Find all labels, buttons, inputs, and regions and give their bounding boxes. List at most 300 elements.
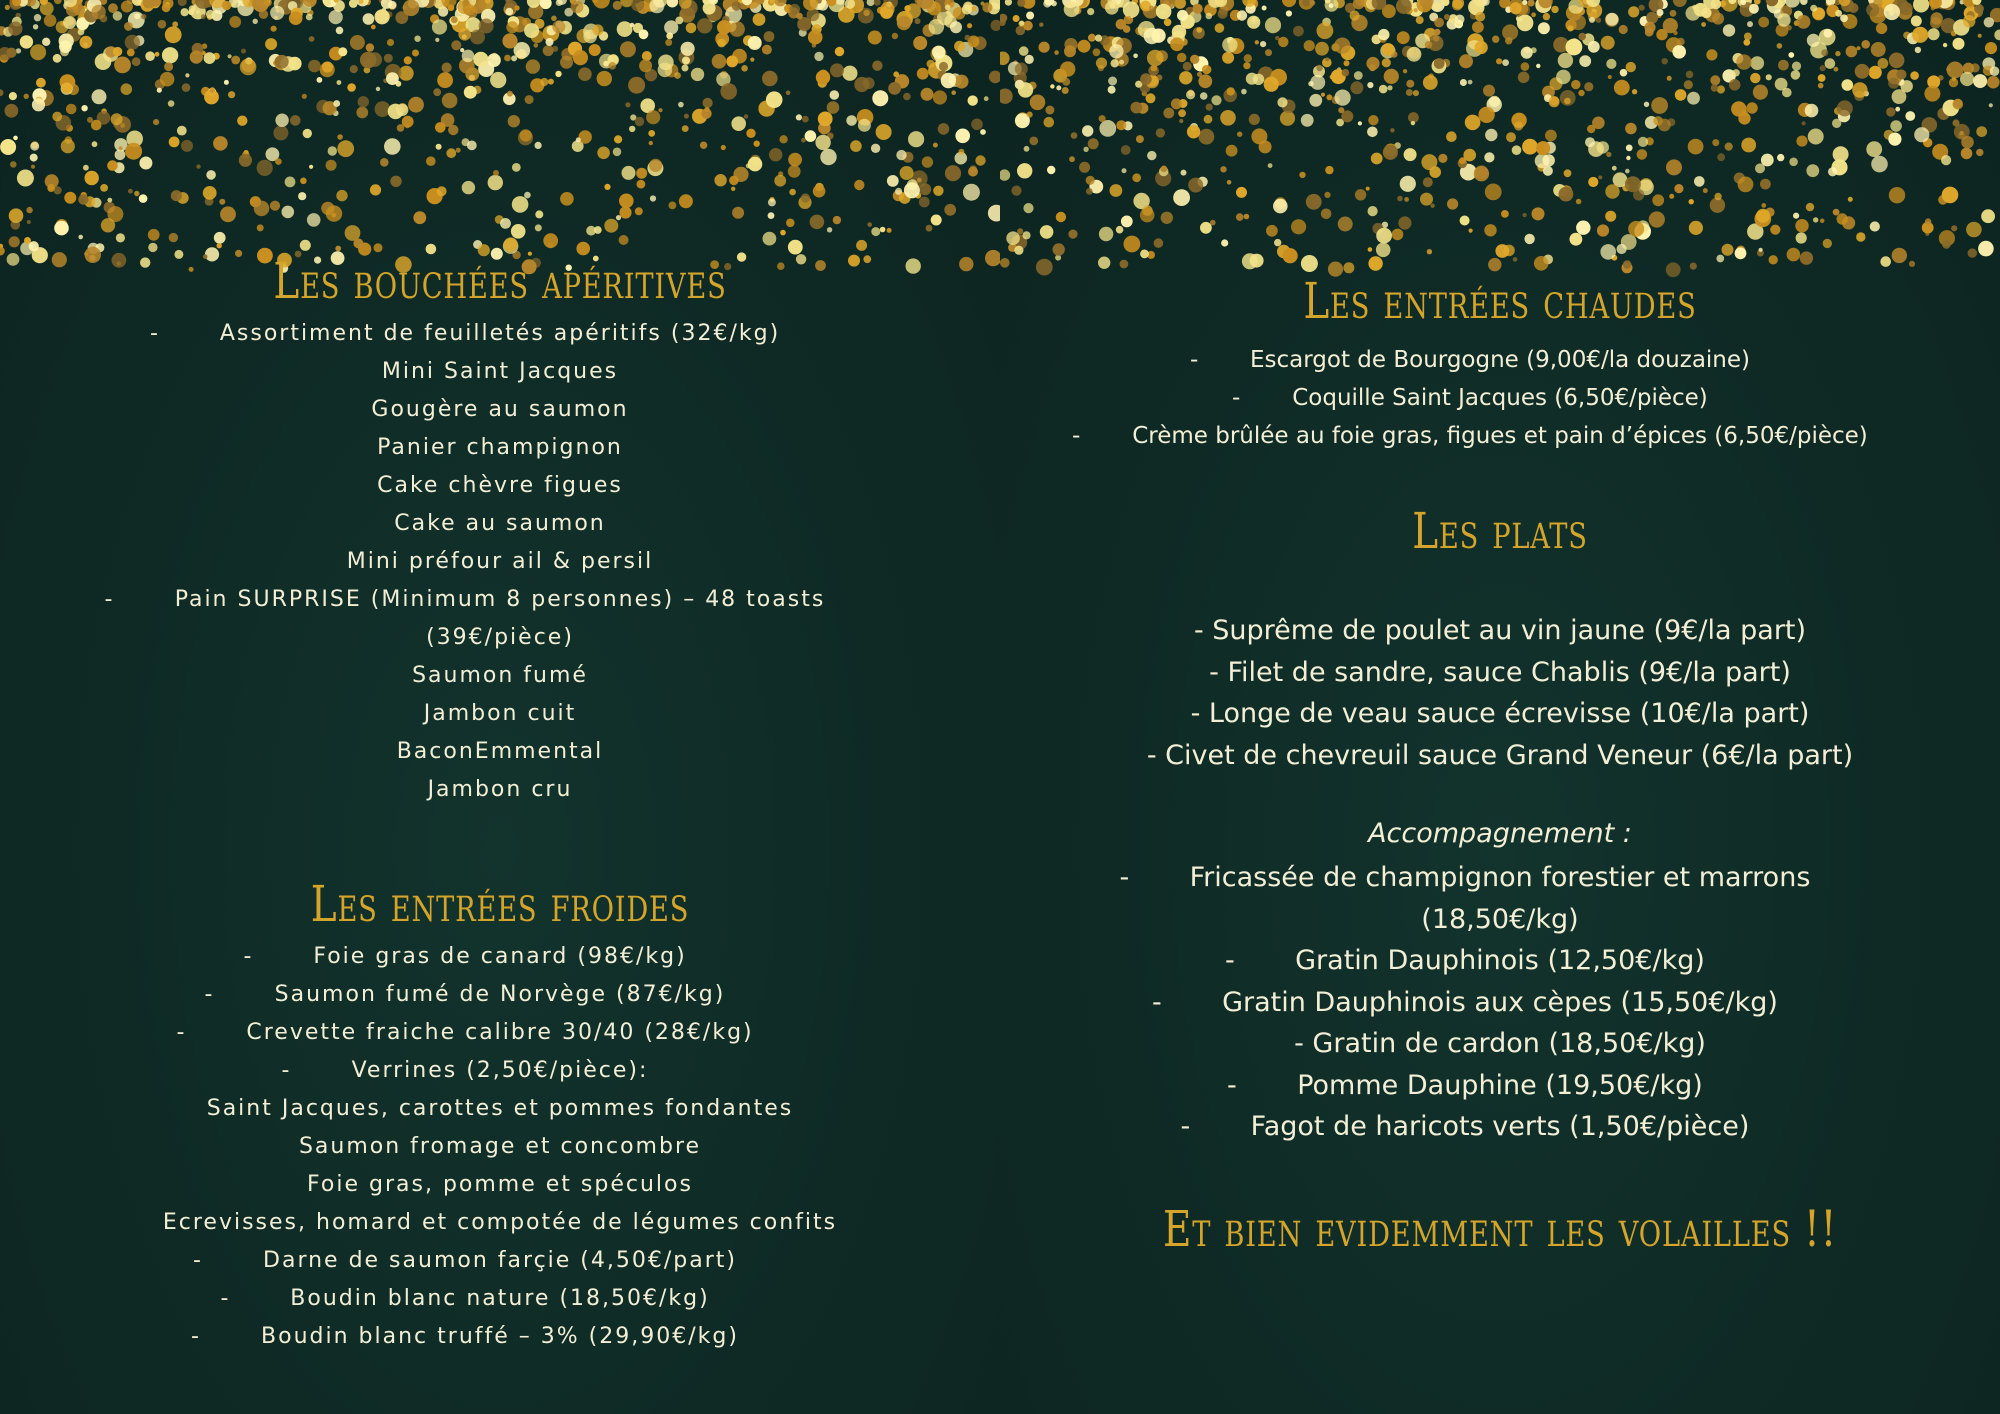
list-item <box>0 1318 1000 1356</box>
confetti-dot <box>435 122 446 133</box>
confetti-dot <box>1338 107 1344 113</box>
confetti-dot <box>1833 209 1840 216</box>
confetti-dot <box>1446 131 1457 142</box>
confetti-dot <box>31 165 35 169</box>
item-text: Verrines (2,50€/pièce): <box>351 1058 649 1083</box>
confetti-dot <box>1017 163 1032 178</box>
confetti-dot <box>704 107 709 112</box>
confetti-dot <box>959 257 973 271</box>
confetti-dot <box>1759 248 1763 252</box>
list-item <box>0 315 1000 353</box>
confetti-dot <box>349 0 358 8</box>
confetti-dot <box>1536 141 1550 155</box>
confetti-dot <box>1723 24 1735 36</box>
confetti-dot <box>1406 89 1413 96</box>
confetti-dot <box>285 177 296 188</box>
confetti-dot <box>1086 176 1095 185</box>
confetti-dot <box>47 184 55 192</box>
confetti-dot <box>1227 87 1235 95</box>
confetti-dot <box>766 91 783 108</box>
confetti-dot <box>1044 117 1055 128</box>
confetti-dot <box>1732 69 1739 76</box>
confetti-dot <box>1558 53 1573 68</box>
confetti-dot <box>686 23 697 34</box>
confetti-dot <box>540 78 548 86</box>
confetti-dot <box>0 247 5 256</box>
confetti-dot <box>833 216 841 224</box>
confetti-dot <box>8 22 22 36</box>
confetti-dot <box>1632 89 1637 94</box>
confetti-dot <box>1299 172 1305 178</box>
confetti-dot <box>1140 73 1152 85</box>
confetti-dot <box>1000 169 1010 180</box>
confetti-dot <box>506 21 518 33</box>
confetti-dot <box>332 213 337 218</box>
confetti-dot <box>1793 213 1799 219</box>
confetti-dot <box>636 168 647 179</box>
confetti-dot <box>1416 16 1424 24</box>
confetti-dot <box>171 190 182 201</box>
confetti-dot <box>1598 175 1602 179</box>
confetti-dot <box>1741 138 1756 153</box>
confetti-dot <box>206 10 215 19</box>
confetti-dot <box>1178 109 1186 117</box>
confetti-dot <box>620 41 636 57</box>
confetti-dot <box>300 240 311 251</box>
confetti-dot <box>989 71 1000 84</box>
confetti-dot <box>162 47 178 63</box>
list-item <box>1000 652 2000 694</box>
confetti-dot <box>322 61 333 72</box>
confetti-dot <box>625 102 630 107</box>
confetti-dot <box>1619 25 1628 34</box>
confetti-dot <box>1108 86 1116 94</box>
confetti-dot <box>380 158 389 167</box>
confetti-dot <box>1534 256 1549 271</box>
confetti-dot <box>228 91 235 98</box>
confetti-dot <box>24 237 31 244</box>
confetti-dot <box>525 95 534 104</box>
confetti-dot <box>639 59 652 72</box>
confetti-dot <box>1805 104 1819 118</box>
confetti-dot <box>741 65 748 72</box>
confetti-dot <box>1856 46 1860 50</box>
confetti-dot <box>350 35 365 50</box>
confetti-dot <box>458 28 471 41</box>
confetti-dot <box>858 119 871 132</box>
confetti-dot <box>586 226 596 236</box>
confetti-dot <box>726 56 738 68</box>
confetti-dot <box>1620 69 1628 77</box>
item-text: Pain SURPRISE (Minimum 8 personnes) – 48 toasts <box>174 587 826 612</box>
confetti-dot <box>1512 145 1522 155</box>
confetti-dot <box>329 10 343 24</box>
confetti-dot <box>622 166 636 180</box>
item-text: - Filet de sandre, sauce Chablis (9€/la part) <box>1209 656 1791 688</box>
confetti-dot <box>1293 26 1304 37</box>
confetti-dot <box>128 189 133 194</box>
confetti-dot <box>900 166 914 180</box>
confetti-dot <box>1264 77 1279 92</box>
confetti-dot <box>975 155 985 165</box>
confetti-dot <box>448 4 455 11</box>
confetti-dot <box>1911 16 1922 27</box>
confetti-dot <box>1350 11 1360 21</box>
confetti-dot <box>788 153 802 167</box>
confetti-dot <box>309 165 313 169</box>
list-item <box>0 938 1000 976</box>
confetti-dot <box>473 52 488 67</box>
confetti-dot <box>1116 120 1126 130</box>
confetti-dot <box>856 240 867 251</box>
confetti-dot <box>1735 247 1747 259</box>
confetti-dot <box>213 136 228 151</box>
confetti-dot <box>1368 256 1382 270</box>
bullet-dash: - <box>243 944 254 969</box>
confetti-dot <box>1496 58 1502 64</box>
confetti-dot <box>1268 163 1273 168</box>
confetti-dot <box>913 36 927 50</box>
confetti-dot <box>375 9 390 24</box>
confetti-dot <box>1136 135 1144 143</box>
confetti-dot <box>1244 214 1250 220</box>
confetti-dot <box>543 45 554 56</box>
list-item <box>0 467 1000 505</box>
confetti-dot <box>1108 77 1117 86</box>
confetti-dot <box>1501 210 1509 218</box>
confetti-dot <box>1886 107 1895 116</box>
confetti-dot <box>1199 129 1215 145</box>
confetti-dot <box>535 142 542 149</box>
confetti-dot <box>36 78 46 88</box>
confetti-dot <box>988 205 1000 222</box>
confetti-dot <box>768 212 775 219</box>
confetti-dot <box>1062 87 1069 94</box>
confetti-dot <box>1434 58 1445 69</box>
confetti-dot <box>768 198 776 206</box>
confetti-dot <box>1606 152 1611 157</box>
confetti-dot <box>897 16 911 30</box>
confetti-dot <box>61 139 75 153</box>
confetti-dot <box>820 149 836 165</box>
item-text: Ecrevisses, homard et compotée de légumes confits <box>162 1210 838 1235</box>
confetti-dot <box>1649 211 1665 227</box>
confetti-dot <box>1746 102 1757 113</box>
list-item <box>0 1090 1000 1128</box>
confetti-dot <box>1204 115 1213 124</box>
confetti-dot <box>1197 72 1202 77</box>
confetti-dot <box>932 46 945 59</box>
confetti-dot <box>335 246 341 252</box>
confetti-dot <box>1211 95 1221 105</box>
confetti-dot <box>1383 145 1398 160</box>
confetti-dot <box>1485 129 1497 141</box>
confetti-dot <box>769 148 782 161</box>
confetti-dot <box>1556 70 1571 85</box>
confetti-dot <box>1215 23 1225 33</box>
entrees-chaudes-list <box>1000 341 2000 455</box>
confetti-dot <box>945 165 961 181</box>
confetti-dot <box>271 26 277 32</box>
item-text: Saumon fumé <box>412 663 588 688</box>
confetti-dot <box>414 36 420 42</box>
item-text: Jambon cru <box>427 777 573 802</box>
confetti-dot <box>203 186 217 200</box>
confetti-dot <box>1566 39 1583 56</box>
confetti-dot <box>1749 4 1759 14</box>
confetti-dot <box>1813 217 1818 222</box>
confetti-dot <box>546 38 554 46</box>
confetti-dot <box>1606 13 1619 26</box>
confetti-dot <box>253 19 258 24</box>
confetti-dot <box>228 54 232 58</box>
confetti-dot <box>1411 121 1415 125</box>
confetti-dot <box>1626 156 1630 160</box>
confetti-dot <box>275 114 288 127</box>
list-item <box>0 543 1000 581</box>
confetti-dot <box>1909 261 1915 267</box>
item-text: Fricassée de champignon forestier et marrons <box>1189 862 1811 893</box>
confetti-dot <box>1255 40 1259 44</box>
confetti-dot <box>347 83 356 92</box>
confetti-dot <box>66 104 77 115</box>
confetti-dot <box>609 62 617 70</box>
list-item <box>0 976 1000 1014</box>
confetti-dot <box>1725 143 1733 151</box>
confetti-dot <box>1060 61 1075 76</box>
confetti-dot <box>1099 227 1113 241</box>
confetti-dot <box>442 63 452 73</box>
confetti-dot <box>446 148 456 158</box>
confetti-dot <box>667 0 679 8</box>
confetti-dot <box>390 176 401 187</box>
confetti-dot <box>955 75 969 89</box>
confetti-dot <box>1823 239 1832 248</box>
confetti-dot <box>300 178 307 185</box>
confetti-dot <box>1054 50 1059 55</box>
confetti-dot <box>965 35 971 41</box>
confetti-dot <box>1430 204 1434 208</box>
confetti-dot <box>1236 187 1247 198</box>
confetti-dot <box>805 130 817 142</box>
confetti-dot <box>1770 225 1780 235</box>
confetti-dot <box>360 52 377 69</box>
confetti-dot <box>1398 216 1411 229</box>
confetti-dot <box>1833 146 1849 162</box>
confetti-dot <box>796 114 802 120</box>
confetti-dot <box>1559 187 1574 202</box>
confetti-dot <box>1378 29 1389 40</box>
item-text: BaconEmmental <box>396 739 604 764</box>
confetti-dot <box>1981 209 1995 223</box>
item-text: Cake au saumon <box>394 511 606 536</box>
confetti-dot <box>991 20 1001 31</box>
confetti-dot <box>764 31 775 42</box>
confetti-dot <box>1304 40 1315 51</box>
confetti-dot <box>282 206 295 219</box>
confetti-dot <box>963 184 980 201</box>
confetti-dot <box>1423 75 1438 90</box>
confetti-dot <box>1536 64 1540 68</box>
title-entrees-chaudes: Les entrées chaudes <box>1303 272 1697 330</box>
confetti-dot <box>1871 42 1886 57</box>
confetti-dot <box>1777 13 1790 26</box>
confetti-dot <box>1960 131 1964 135</box>
confetti-dot <box>436 144 442 150</box>
confetti-dot <box>1729 79 1741 91</box>
confetti-dot <box>1788 52 1794 58</box>
item-text: Gratin Dauphinois aux cèpes (15,50€/kg) <box>1222 986 1778 1018</box>
confetti-dot <box>1286 10 1292 16</box>
confetti-dot <box>944 204 956 216</box>
confetti-dot <box>520 129 532 141</box>
confetti-dot <box>1570 233 1583 246</box>
confetti-dot <box>1455 15 1465 25</box>
confetti-dot <box>616 215 621 220</box>
confetti-dot <box>182 83 191 92</box>
confetti-dot <box>1710 75 1720 85</box>
confetti-dot <box>573 50 588 65</box>
confetti-dot <box>125 35 140 50</box>
confetti-dot <box>217 243 222 248</box>
confetti-dot <box>904 182 920 198</box>
confetti-dot <box>1147 151 1156 160</box>
confetti-dot <box>614 135 622 143</box>
confetti-dot <box>664 20 678 34</box>
confetti-dot <box>338 47 347 56</box>
item-text: Saumon fromage et concombre <box>298 1134 702 1159</box>
confetti-dot <box>1146 93 1156 103</box>
confetti-dot <box>92 141 98 147</box>
confetti-dot <box>1651 97 1668 114</box>
confetti-dot <box>874 0 881 6</box>
confetti-dot <box>1018 82 1033 97</box>
confetti-dot <box>682 125 689 132</box>
confetti-dot <box>162 3 171 12</box>
list-item <box>1000 1065 2000 1107</box>
confetti-dot <box>1684 80 1693 89</box>
confetti-dot <box>302 94 307 99</box>
confetti-dot <box>1912 27 1928 43</box>
confetti-dot <box>30 154 38 162</box>
confetti-dot <box>1161 212 1173 224</box>
confetti-dot <box>604 219 618 233</box>
confetti-dot <box>1976 126 1987 137</box>
confetti-dot <box>1071 132 1078 139</box>
confetti-dot <box>1744 33 1752 41</box>
confetti-dot <box>1006 231 1020 245</box>
confetti-dot <box>108 3 118 13</box>
confetti-dot <box>288 57 302 71</box>
confetti-dot <box>926 225 933 232</box>
confetti-dot <box>1247 16 1260 29</box>
confetti-dot <box>717 39 726 48</box>
confetti-dot <box>1984 17 1994 27</box>
confetti-dot <box>1447 198 1458 209</box>
confetti-dot <box>1019 46 1029 56</box>
confetti-dot <box>1366 57 1379 70</box>
confetti-dot <box>750 58 754 62</box>
confetti-dot <box>366 43 374 51</box>
confetti-dot <box>868 31 882 45</box>
list-item <box>1000 341 2000 379</box>
right-page <box>1000 0 2000 1414</box>
confetti-dot <box>337 140 354 157</box>
confetti-dot <box>155 52 160 57</box>
confetti-dot <box>1945 1 1950 6</box>
confetti-dot <box>1617 244 1627 254</box>
confetti-dot <box>1662 58 1668 64</box>
confetti-dot <box>604 184 610 190</box>
confetti-dot <box>1601 36 1615 50</box>
confetti-dot <box>1149 6 1154 11</box>
confetti-dot <box>116 233 125 242</box>
confetti-dot <box>1889 187 1905 203</box>
confetti-dot <box>968 95 978 105</box>
confetti-dot <box>1535 154 1550 169</box>
confetti-dot <box>628 77 645 94</box>
confetti-dot <box>27 220 31 224</box>
confetti-dot <box>1777 154 1784 161</box>
confetti-dot <box>1543 13 1550 20</box>
confetti-dot <box>1017 228 1023 234</box>
confetti-dot <box>863 10 869 16</box>
confetti-dot <box>1947 62 1964 79</box>
confetti-dot <box>1760 179 1771 190</box>
confetti-dot <box>731 116 746 131</box>
confetti-dot <box>34 14 41 21</box>
confetti-dot <box>257 224 264 231</box>
confetti-dot <box>107 198 112 203</box>
bullet-dash: - <box>220 1286 231 1311</box>
confetti-dot <box>872 90 888 106</box>
confetti-dot <box>1521 47 1533 59</box>
confetti-dot <box>1750 73 1760 83</box>
confetti-dot <box>1766 74 1772 80</box>
confetti-dot <box>1262 6 1267 11</box>
confetti-dot <box>732 1 742 11</box>
confetti-dot <box>1706 49 1717 60</box>
confetti-dot <box>145 51 155 61</box>
confetti-dot <box>1024 146 1030 152</box>
confetti-dot <box>1027 112 1033 118</box>
confetti-dot <box>358 96 369 107</box>
confetti-dot <box>1433 2 1441 10</box>
confetti-dot <box>1116 19 1127 30</box>
confetti-dot <box>1282 0 1296 7</box>
confetti-dot <box>929 19 945 35</box>
confetti-dot <box>818 112 833 127</box>
confetti-dot <box>1688 139 1704 155</box>
confetti-dot <box>1368 206 1378 216</box>
confetti-dot <box>720 83 737 100</box>
confetti-dot <box>337 80 342 85</box>
confetti-dot <box>1888 78 1899 89</box>
confetti-dot <box>1592 117 1605 130</box>
confetti-dot <box>754 141 760 147</box>
confetti-dot <box>1382 43 1395 56</box>
confetti-dot <box>1358 121 1362 125</box>
confetti-dot <box>1400 176 1416 192</box>
confetti-dot <box>1564 169 1572 177</box>
confetti-dot <box>78 235 83 240</box>
confetti-dot <box>732 207 744 219</box>
confetti-dot <box>1628 6 1639 17</box>
confetti-dot <box>169 137 180 148</box>
confetti-dot <box>1079 162 1090 173</box>
confetti-dot <box>1646 12 1658 24</box>
confetti-dot <box>1425 41 1433 49</box>
